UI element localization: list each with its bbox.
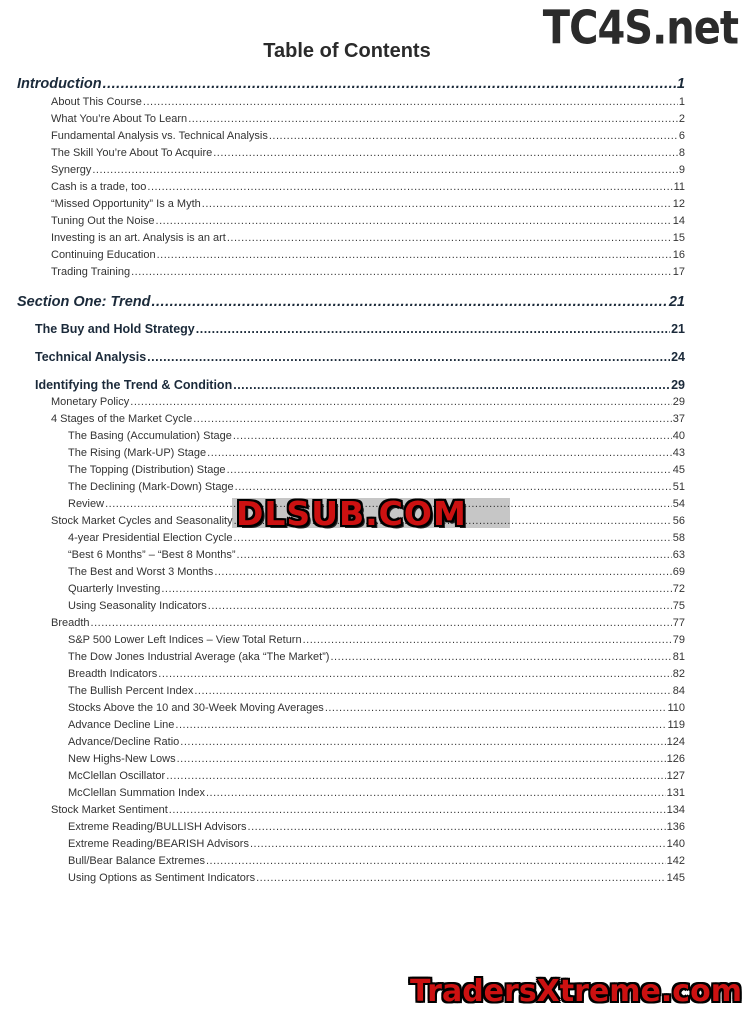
toc-entry[interactable] (17, 113, 685, 125)
toc-entry[interactable] (17, 396, 685, 408)
dot-leader (233, 430, 672, 442)
toc-entry-label: The Bullish Percent Index (68, 685, 194, 697)
dot-leader (143, 96, 678, 108)
toc-entry[interactable] (17, 294, 685, 310)
dot-leader (92, 164, 678, 176)
toc-entry[interactable] (17, 719, 685, 731)
toc-entry-label: Breadth (51, 617, 90, 629)
tc4s-watermark: TC4S.net (542, 2, 738, 55)
toc-entry[interactable] (17, 651, 685, 663)
dot-leader (256, 872, 666, 884)
toc-entry-page: 124 (666, 736, 685, 748)
dot-leader (175, 719, 666, 731)
toc-entry[interactable] (17, 350, 685, 364)
toc-entry[interactable] (17, 322, 685, 336)
dot-leader (206, 855, 666, 867)
dot-leader (188, 113, 678, 125)
dot-leader (325, 702, 667, 714)
toc-entry-label: The Basing (Accumulation) Stage (68, 430, 232, 442)
dot-leader (196, 322, 670, 336)
dot-leader (151, 294, 667, 310)
toc-entry-label: Synergy (51, 164, 92, 176)
toc-entry-page: 145 (666, 872, 685, 884)
dot-leader (194, 685, 671, 697)
toc-entry-label: Review (68, 498, 105, 510)
toc-entry-label: Introduction (17, 76, 102, 92)
toc-entry-label: Breadth Indicators (68, 668, 158, 680)
toc-entry-label: Technical Analysis (35, 350, 147, 364)
toc-entry-label: 4 Stages of the Market Cycle (51, 413, 193, 425)
toc-entry-label: Bull/Bear Balance Extremes (68, 855, 205, 867)
toc-entry[interactable] (17, 447, 685, 459)
toc-entry-page: 110 (667, 702, 685, 714)
tradersxtreme-watermark: TradersXtreme.com (410, 974, 742, 1009)
toc-entry[interactable] (17, 181, 685, 193)
toc-entry[interactable] (17, 232, 685, 244)
toc-entry-page: 119 (667, 719, 685, 731)
toc-entry-label: Quarterly Investing (68, 583, 161, 595)
toc-entry-label: About This Course (51, 96, 142, 108)
toc-entry[interactable] (17, 378, 685, 392)
toc-entry-label: The Skill You’re About To Acquire (51, 147, 213, 159)
toc-entry-label: Stock Market Cycles and Seasonality (51, 515, 233, 527)
toc-entry-label: Identifying the Trend & Condition (35, 378, 233, 392)
toc-entry-label: Using Options as Sentiment Indicators (68, 872, 256, 884)
toc-entry-label: Using Seasonality Indicators (68, 600, 207, 612)
dot-leader (177, 753, 666, 765)
dot-leader (157, 249, 672, 261)
toc-entry[interactable] (17, 702, 685, 714)
toc-entry[interactable] (17, 634, 685, 646)
dot-leader (213, 147, 678, 159)
dot-leader (180, 736, 665, 748)
dot-leader (206, 787, 666, 799)
dot-leader (161, 583, 671, 595)
toc-entry-page: 43 (672, 447, 685, 459)
dlsub-watermark: DLSUB.COM (236, 494, 467, 533)
dot-leader (227, 464, 672, 476)
toc-entry[interactable] (17, 583, 685, 595)
toc-entry[interactable] (17, 787, 685, 799)
toc-entry-page: 45 (672, 464, 685, 476)
toc-entry-page: 58 (672, 532, 685, 544)
dot-leader (250, 838, 666, 850)
toc-entry[interactable] (17, 770, 685, 782)
dot-leader (233, 532, 671, 544)
toc-entry-page: 56 (672, 515, 685, 527)
toc-entry-page: 127 (666, 770, 685, 782)
toc-entry-label: New Highs-New Lows (68, 753, 176, 765)
toc-entry-label: The Declining (Mark-Down) Stage (68, 481, 234, 493)
toc-entry[interactable] (17, 736, 685, 748)
toc-entry[interactable] (17, 130, 685, 142)
toc-entry-label: Advance/Decline Ratio (68, 736, 180, 748)
toc-entry[interactable] (17, 430, 685, 442)
toc-entry[interactable] (17, 76, 685, 92)
toc-entry-label: Investing is an art. Analysis is an art (51, 232, 226, 244)
toc-entry-page: 17 (672, 266, 685, 278)
toc-entry-label: McClellan Oscillator (68, 770, 166, 782)
toc-entry[interactable] (17, 249, 685, 261)
toc-entry-page: 131 (666, 787, 685, 799)
toc-entry-page: 75 (672, 600, 685, 612)
dot-leader (156, 215, 672, 227)
toc-entry-page: 72 (672, 583, 685, 595)
toc-entry[interactable] (17, 600, 685, 612)
dot-leader (103, 76, 676, 92)
toc-entry-page: 82 (672, 668, 685, 680)
toc-entry-label: Extreme Reading/BEARISH Advisors (68, 838, 249, 850)
toc-entry-page: 69 (672, 566, 685, 578)
page-title: Table of Contents (263, 40, 431, 62)
toc-entry-label: Extreme Reading/BULLISH Advisors (68, 821, 247, 833)
toc-entry-page: 21 (671, 322, 685, 336)
toc-entry-page: 142 (666, 855, 685, 867)
toc-entry-page: 6 (678, 130, 685, 142)
toc-entry[interactable] (17, 804, 685, 816)
toc-entry[interactable] (17, 549, 685, 561)
toc-entry-label: “Missed Opportunity” Is a Myth (51, 198, 201, 210)
toc-entry-label: Stock Market Sentiment (51, 804, 168, 816)
dot-leader (130, 396, 671, 408)
toc-entry-page: 134 (666, 804, 685, 816)
toc-entry-page: 24 (671, 350, 685, 364)
toc-entry-label: The Dow Jones Industrial Average (aka “The Market”) (68, 651, 330, 663)
toc-entry-label: What You’re About To Learn (51, 113, 188, 125)
dot-leader (303, 634, 672, 646)
dot-leader (214, 566, 671, 578)
toc-entry-page: 79 (672, 634, 685, 646)
toc-entry-page: 11 (673, 181, 685, 193)
toc-entry[interactable] (17, 821, 685, 833)
toc-entry-page: 16 (672, 249, 685, 261)
dot-leader (233, 378, 670, 392)
toc-entry[interactable] (17, 481, 685, 493)
toc-entry[interactable] (17, 838, 685, 850)
dot-leader (131, 266, 672, 278)
toc-entry-page: 8 (678, 147, 685, 159)
dot-leader (208, 600, 672, 612)
toc-entry-page: 2 (678, 113, 685, 125)
dot-leader (237, 549, 672, 561)
dot-leader (91, 617, 672, 629)
toc-entry-label: Advance Decline Line (68, 719, 175, 731)
toc-entry-page: 40 (672, 430, 685, 442)
dot-leader (147, 350, 670, 364)
toc-entry-page: 77 (672, 617, 685, 629)
toc-entry[interactable] (17, 413, 685, 425)
toc-entry[interactable] (17, 566, 685, 578)
dot-leader (202, 198, 672, 210)
dot-leader (227, 232, 672, 244)
dot-leader (169, 804, 666, 816)
toc-entry[interactable] (17, 872, 685, 884)
dot-leader (235, 481, 672, 493)
toc-entry[interactable] (17, 532, 685, 544)
toc-entry[interactable] (17, 147, 685, 159)
toc-entry-page: 84 (672, 685, 685, 697)
toc-entry-page: 12 (672, 198, 685, 210)
toc-entry-page: 51 (672, 481, 685, 493)
toc-entry-page: 140 (666, 838, 685, 850)
toc-entry-label: Trading Training (51, 266, 131, 278)
toc-entry-label: The Rising (Mark-UP) Stage (68, 447, 207, 459)
dot-leader (166, 770, 665, 782)
toc-entry-label: The Buy and Hold Strategy (35, 322, 195, 336)
toc-entry-label: Tuning Out the Noise (51, 215, 155, 227)
toc-entry-page: 29 (671, 378, 685, 392)
toc-entry-page: 1 (676, 76, 685, 92)
toc-entry[interactable] (17, 198, 685, 210)
toc-entry[interactable] (17, 753, 685, 765)
toc-entry[interactable] (17, 96, 685, 108)
toc-entry-label: Fundamental Analysis vs. Technical Analysis (51, 130, 268, 142)
dot-leader (158, 668, 671, 680)
toc-entry-label: The Best and Worst 3 Months (68, 566, 214, 578)
toc-entry-page: 37 (672, 413, 685, 425)
toc-entry-label: “Best 6 Months” – “Best 8 Months” (68, 549, 236, 561)
toc-entry[interactable] (17, 266, 685, 278)
dot-leader (330, 651, 671, 663)
toc-entry[interactable] (17, 215, 685, 227)
dot-leader (193, 413, 672, 425)
toc-entry-page: 21 (668, 294, 685, 310)
toc-entry-label: Cash is a trade, too (51, 181, 147, 193)
dot-leader (269, 130, 678, 142)
toc-entry-page: 15 (672, 232, 685, 244)
toc-entry-page: 54 (672, 498, 685, 510)
toc-entry[interactable] (17, 464, 685, 476)
toc-entry-page: 29 (672, 396, 685, 408)
toc-entry-label: Stocks Above the 10 and 30-Week Moving Averages (68, 702, 324, 714)
toc-entry-page: 81 (672, 651, 685, 663)
toc-entry-label: The Topping (Distribution) Stage (68, 464, 226, 476)
toc-entry-label: Continuing Education (51, 249, 156, 261)
toc-entry-label: Section One: Trend (17, 294, 151, 310)
toc-entry-label: Monetary Policy (51, 396, 130, 408)
toc-entry-page: 14 (672, 215, 685, 227)
toc-entry-page: 63 (672, 549, 685, 561)
dot-leader (207, 447, 672, 459)
toc-entry-label: McClellan Summation Index (68, 787, 205, 799)
toc-entry[interactable] (17, 617, 685, 629)
toc-entry-page: 126 (666, 753, 685, 765)
toc-entry[interactable] (17, 855, 685, 867)
toc-entry-label: 4-year Presidential Election Cycle (68, 532, 233, 544)
toc-entry-page: 136 (666, 821, 685, 833)
toc-entry-page: 9 (678, 164, 685, 176)
toc-entry-page: 1 (678, 96, 685, 108)
toc-entry-label: S&P 500 Lower Left Indices – View Total Return (68, 634, 302, 646)
dot-leader (147, 181, 672, 193)
toc-entry[interactable] (17, 685, 685, 697)
toc-entry[interactable] (17, 668, 685, 680)
toc-entry[interactable] (17, 164, 685, 176)
dot-leader (248, 821, 666, 833)
